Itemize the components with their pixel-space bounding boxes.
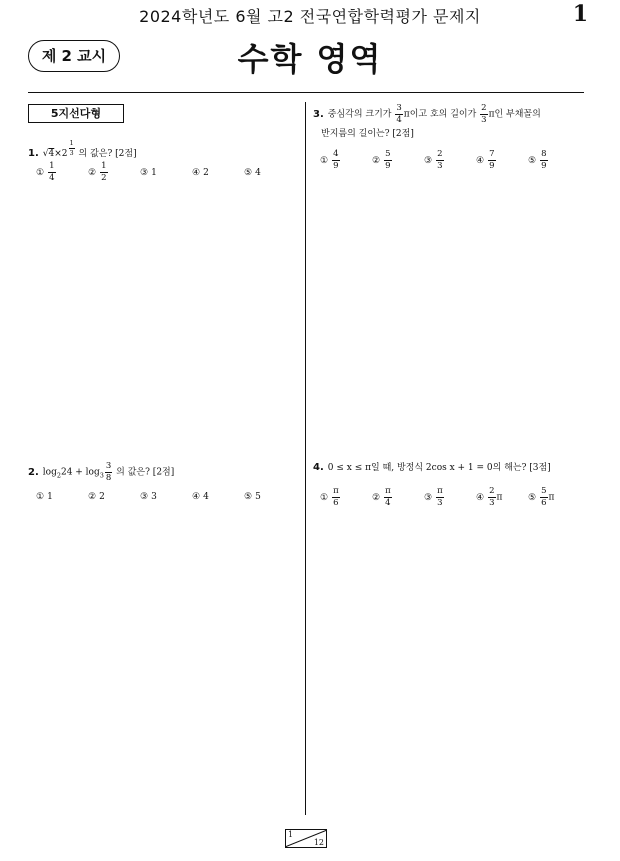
radicand: 4 bbox=[48, 149, 55, 159]
question-3: 3. 중심각의 크기가 $\frac{3}{4}$ π이고 호의 길이가 $\frac{2}{3}$ π인 부채꼴의 bbox=[313, 103, 541, 125]
column-divider bbox=[305, 102, 306, 815]
option-1[interactable]: ① 1 bbox=[36, 492, 53, 502]
page-number: 1 bbox=[572, 1, 588, 27]
option-2[interactable]: ② 2 bbox=[88, 492, 105, 502]
log-base-b: 3 bbox=[99, 471, 104, 480]
header-rule bbox=[28, 92, 584, 93]
option-4[interactable]: ④ 4 bbox=[192, 492, 209, 502]
question-number: 2. bbox=[28, 466, 39, 478]
exam-title: 2024학년도 6월 고2 전국연합학력평가 문제지 bbox=[139, 7, 481, 26]
question-number: 3. bbox=[313, 108, 324, 120]
question-tail: 의 값은? [2점] bbox=[75, 149, 137, 159]
option-4[interactable]: ④ $\frac{7}{9}$ bbox=[476, 149, 495, 171]
times-base: ×2 bbox=[54, 149, 68, 159]
option-2[interactable]: ② $\frac{1}{2}$ bbox=[88, 161, 107, 183]
log-arg: 24 + log bbox=[60, 467, 100, 478]
question-number: 1. bbox=[28, 148, 39, 159]
section-label: 5지선다형 bbox=[28, 104, 124, 123]
options-q2 bbox=[36, 492, 296, 506]
option-5[interactable]: ⑤ 4 bbox=[244, 168, 261, 178]
option-4[interactable]: ④ 2 bbox=[192, 168, 209, 178]
period-badge: 제 2 교시 bbox=[28, 40, 120, 72]
log-a: log bbox=[42, 467, 57, 478]
options-q1 bbox=[36, 162, 296, 186]
question-text: 0 ≤ x ≤ π일 때, 방정식 2cos x + 1 = 0의 해는? [3점] bbox=[327, 463, 551, 473]
question-3-line-2: 반지름의 길이는? [2점] bbox=[321, 129, 414, 139]
options-q3 bbox=[320, 150, 580, 174]
option-1[interactable]: ① $\frac{1}{4}$ bbox=[36, 161, 55, 183]
exponent bbox=[68, 139, 76, 157]
exponent-num: 1 bbox=[69, 139, 74, 147]
subject-title: 수학 영역 bbox=[237, 40, 383, 78]
question-2 bbox=[28, 462, 174, 482]
radical-sign: √ bbox=[42, 149, 49, 159]
question-tail: 의 값은? [2점] bbox=[113, 467, 175, 478]
option-2[interactable]: ② $\frac{5}{9}$ bbox=[372, 149, 391, 171]
option-1[interactable]: ① $\frac{\pi}{6}$ bbox=[320, 486, 339, 508]
question-1 bbox=[28, 140, 137, 159]
option-3[interactable]: ③ 1 bbox=[140, 168, 157, 178]
question-number: 4. bbox=[313, 462, 324, 473]
frac-den: 8 bbox=[105, 472, 112, 483]
frac-num: 3 bbox=[105, 461, 112, 471]
option-1[interactable]: ① $\frac{4}{9}$ bbox=[320, 149, 339, 171]
option-3[interactable]: ③ $\frac{\pi}{3}$ bbox=[424, 486, 443, 508]
log-base-a: 2 bbox=[56, 471, 61, 480]
page-total: 12 bbox=[313, 838, 324, 847]
option-4[interactable]: ④ $\frac{2}{3}$ π bbox=[476, 486, 503, 508]
option-2[interactable]: ② $\frac{\pi}{4}$ bbox=[372, 486, 391, 508]
options-q4 bbox=[320, 487, 580, 511]
option-3[interactable]: ③ $\frac{2}{3}$ bbox=[424, 149, 443, 171]
option-5[interactable]: ⑤ $\frac{8}{9}$ bbox=[528, 149, 547, 171]
option-3[interactable]: ③ 3 bbox=[140, 492, 157, 502]
page-current: 1 bbox=[288, 830, 294, 839]
page-indicator bbox=[285, 829, 327, 848]
exponent-den: 3 bbox=[69, 148, 74, 157]
option-5[interactable]: ⑤ 5 bbox=[244, 492, 261, 502]
option-5[interactable]: ⑤ $\frac{5}{6}$ π bbox=[528, 486, 555, 508]
question-4 bbox=[313, 463, 551, 473]
